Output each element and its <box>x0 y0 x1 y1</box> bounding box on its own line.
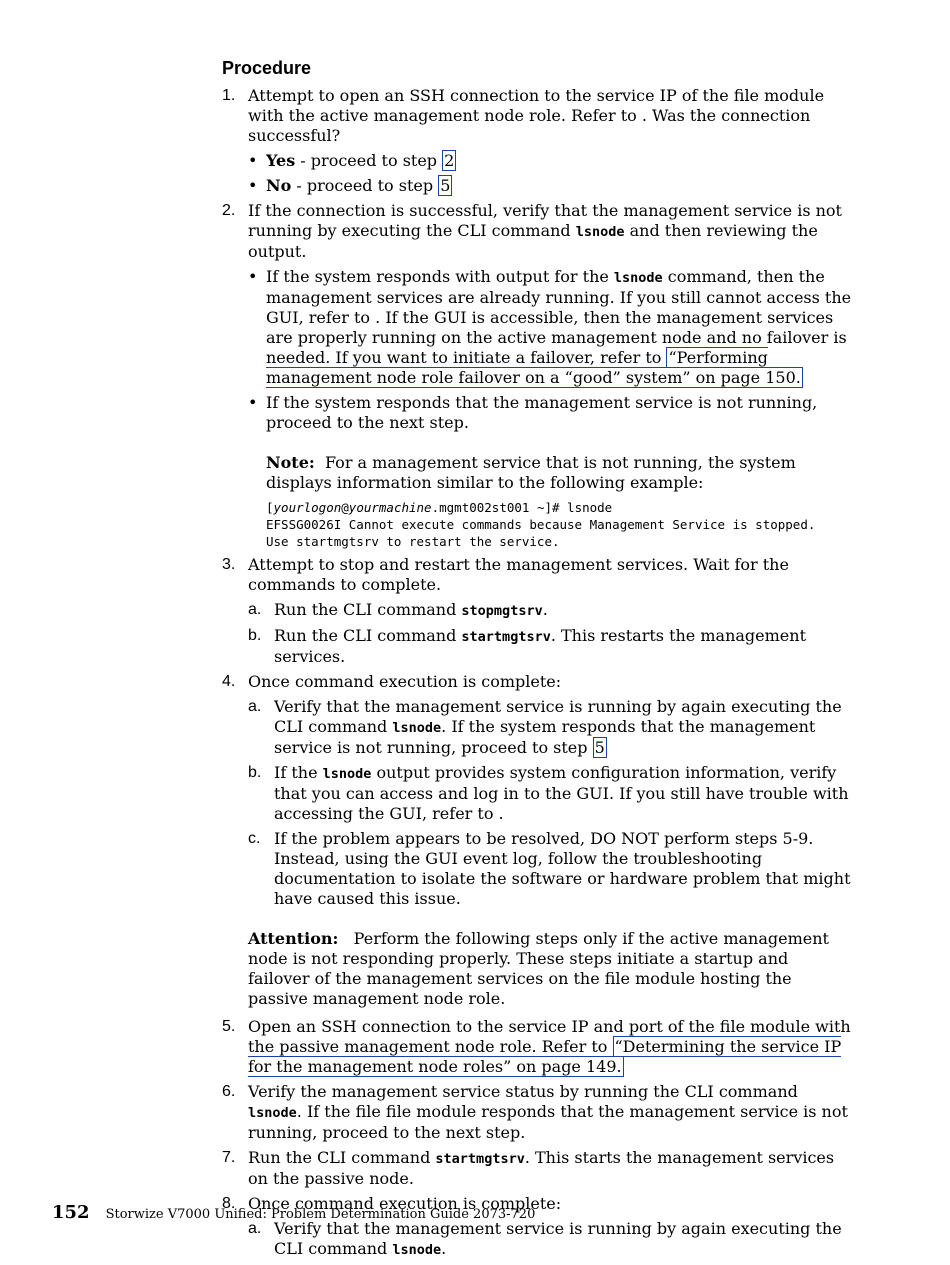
list-item: • No - proceed to step 5 <box>248 176 451 195</box>
substep-list <box>248 697 854 909</box>
step-number: 8. <box>222 1195 236 1212</box>
bullet-list <box>248 267 854 550</box>
step-8: 8. Once command execution is complete: a. Verify that the management service is running by again executing the CLI command lsnode. <box>222 1194 854 1260</box>
cli-command: lsnode <box>613 270 663 286</box>
list-item: a. Verify that the management service is running by again executing the CLI command lsnode. <box>248 1219 842 1258</box>
substep-letter: b. <box>248 627 262 644</box>
step-5: 5. Open an SSH connection to the service IP and port of the file module with the passive management node role. Refer to “Determining the service IP for the management node roles” on page 149. <box>222 1017 851 1076</box>
cli-command: startmgtsrv <box>435 1151 525 1167</box>
cli-command: lsnode <box>392 1242 442 1258</box>
list-item: b. Run the CLI command startmgtsrv. This restarts the management services. <box>248 626 806 666</box>
list-item: a. Run the CLI command stopmgtsrv. <box>248 600 548 619</box>
list-item: • If the system responds with output for the lsnode command, then the management services are already running. If you still cannot access the GUI, refer to . If the GUI is accessible, then the management services are properly running on the active management node and no failover is needed. If you want to initiate a failover, refer to “Performing management node role failover on a “good” system” on page 150. <box>248 267 852 387</box>
cli-command: startmgtsrv <box>461 629 551 645</box>
substep-letter: a. <box>248 601 262 618</box>
yes-label: Yes <box>266 151 296 170</box>
step-number: 5. <box>222 1018 236 1035</box>
note-label: Note: <box>266 453 315 472</box>
link-step-5[interactable]: 5 <box>594 738 605 757</box>
link-failover-good-system[interactable]: “Performing management node role failover on a “good” system” on page 150. <box>266 348 801 387</box>
page-footer <box>52 1200 535 1228</box>
step-number: 7. <box>222 1149 236 1166</box>
cli-command: lsnode <box>248 1105 297 1121</box>
step-1 <box>222 86 854 196</box>
document-title: Storwize V7000 Unified: Problem Determination Guide 2073-720 <box>105 1207 536 1222</box>
link-step-5[interactable]: 5 <box>440 176 451 195</box>
step-6: 6. Verify the management service status by running the CLI command lsnode. If the file file module responds that the management service is not running, proceed to the next step. <box>222 1082 848 1142</box>
substep-list <box>248 600 854 667</box>
cli-command: lsnode <box>322 766 372 782</box>
no-label: No <box>266 176 292 195</box>
step-2: 2. If the connection is successful, verify that the management service is not running by executing the CLI command lsnode and then reviewing the output. • If the system responds with output for the lsnode command, then the management services are already running. If you still cannot access the GUI, refer to . If the GUI is accessible, then the management services are properly running on the active management node and no failover is needed. If you want to initiate a failover, refer to “Performing management node role failover on a “good” system” on page 150. • If the system responds that the management service is not running, proceed to the next step. Note: For a management service that is not running, the system displays information similar to the following example: [yourlogon@yourmachine.mgmt002st001 ~]# lsnode EFSSG0026I Cannot execute commands because Management Service is stopped. Use startmgtsrv to restart the service. <box>222 201 854 550</box>
code-example: [yourlogon@yourmachine.mgmt002st001 ~]# lsnode EFSSG0026I Cannot execute commands because Management Service is stopped. Use startmgtsrv to restart the service. <box>266 500 816 549</box>
substep-letter: a. <box>248 1220 262 1237</box>
step-text: Attempt to open an SSH connection to the service IP of the file module with the active management node role. Refer to . Was the connection successful? <box>248 86 825 145</box>
step-number: 1. <box>222 87 236 104</box>
substep-letter: b. <box>248 764 262 781</box>
step-4: 4. Once command execution is complete: a. Verify that the management service is running by again executing the CLI command lsnode. If the system responds that the management service is not running, proceed to step 5 b. If the lsnode output provides system configuration information, verify that you can access and log in to the GUI. If you still have trouble with accessing the GUI, refer to . c. If the problem appears to be resolved, DO NOT perform steps 5-9. Instead, using the GUI event log, follow the troubleshooting documentation to isolate the software or hardware problem that might have caused this issue. <box>222 672 854 909</box>
step-7: 7. Run the CLI command startmgtsrv. This starts the management services on the passive node. <box>222 1148 835 1188</box>
document-page <box>222 56 854 1265</box>
list-item: c. If the problem appears to be resolved, DO NOT perform steps 5-9. Instead, using the GUI event log, follow the troubleshooting documentation to isolate the software or hardware problem that might have caused this issue. <box>248 829 851 908</box>
bullet-icon: • <box>248 151 258 170</box>
section-heading: Procedure <box>222 58 312 78</box>
cli-command: lsnode <box>575 224 625 240</box>
list-item: a. Verify that the management service is running by again executing the CLI command lsnode. If the system responds that the management service is not running, proceed to step 5 <box>248 697 842 757</box>
list-item: b. If the lsnode output provides system configuration information, verify that you can access and log in to the GUI. If you still have trouble with accessing the GUI, refer to . <box>248 763 849 823</box>
step-number: 2. <box>222 202 236 219</box>
attention-label: Attention: <box>248 929 339 948</box>
cli-command: stopmgtsrv <box>461 603 543 619</box>
link-determining-service-ip[interactable]: “Determining the service IP for the management node roles” on page 149. <box>248 1037 842 1076</box>
page-number: 152 <box>52 1202 90 1223</box>
substep-letter: a. <box>248 698 262 715</box>
link-step-2[interactable]: 2 <box>444 151 455 170</box>
cli-command: lsnode <box>392 720 442 736</box>
list-item: • Yes - proceed to step 2 <box>248 151 455 170</box>
step-number: 6. <box>222 1083 236 1100</box>
step-3: 3. Attempt to stop and restart the management services. Wait for the commands to complete. a. Run the CLI command stopmgtsrv. b. Run the CLI command startmgtsrv. This restarts the management services. <box>222 555 854 667</box>
step-number: 3. <box>222 556 236 573</box>
bullet-icon: • <box>248 176 258 195</box>
list-item: • If the system responds that the management service is not running, proceed to the next step. Note: For a management service that is not running, the system displays information similar to the following example: [yourlogon@yourmachine.mgmt002st001 ~]# lsnode EFSSG0026I Cannot execute commands because Management Service is stopped. Use startmgtsrv to restart the service. <box>248 393 854 550</box>
bullet-icon: • <box>248 393 258 412</box>
step-number: 4. <box>222 673 236 690</box>
substep-letter: c. <box>248 830 261 847</box>
attention-block: Attention: Perform the following steps only if the active management node is not responding properly. These steps initiate a startup and failover of the management services on the file module hosting the passive management node role. <box>248 929 829 1008</box>
bullet-icon: • <box>248 267 258 286</box>
note-block: Note: For a management service that is not running, the system displays information similar to the following example: <box>266 453 796 492</box>
procedure-steps <box>222 86 854 909</box>
bullet-list <box>248 151 854 196</box>
